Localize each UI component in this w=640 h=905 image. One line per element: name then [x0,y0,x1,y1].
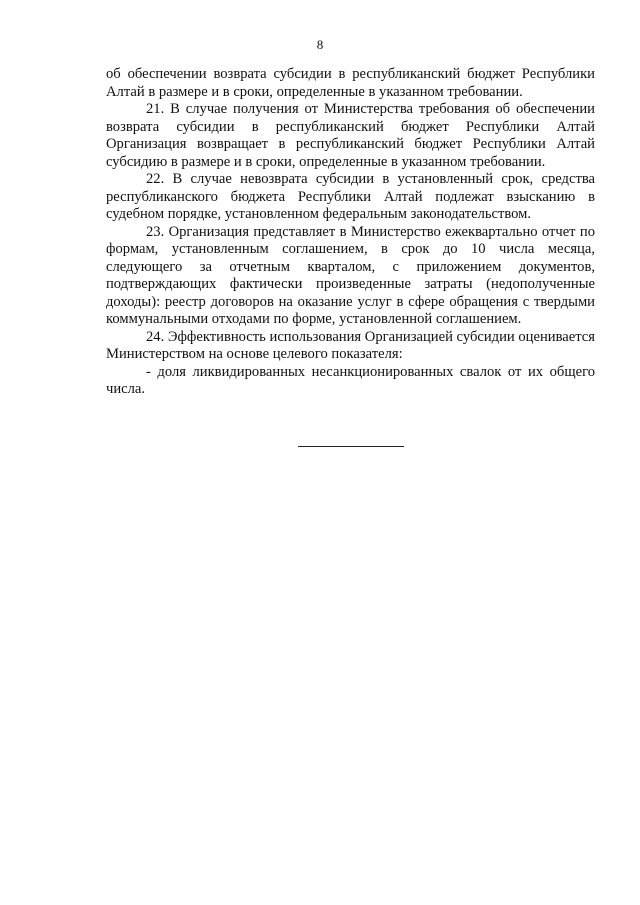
indicator-list-item: - доля ликвидированных несанкционированных свалок от их общего числа. [106,363,595,397]
end-separator-line [298,446,404,447]
document-body [106,66,595,399]
page-number: 8 [316,37,324,52]
paragraph-23: 23. Организация представляет в Министерство ежеквартально отчет по формам, установленным соглашением, в срок до 10 числа месяца, следующего за отчетным кварталом, с приложением документов, подтверждающих фактически произведенные затраты (недополученные доходы): реестр договоров на оказание услуг в сфере обращения с твердыми коммунальными отходами по форме, установленной соглашением. [106,223,595,327]
paragraph-22: 22. В случае невозврата субсидии в установленный срок, средства республиканского бюджета Республики Алтай подлежат взысканию в судебном порядке, установленном федеральным законодательством. [106,171,595,222]
paragraph-24: 24. Эффективность использования Организацией субсидии оценивается Министерством на основе целевого показателя: [106,328,595,362]
paragraph-continuation: об обеспечении возврата субсидии в республиканский бюджет Республики Алтай в размере и в сроки, определенные в указанном требовании. [106,66,595,100]
paragraph-21: 21. В случае получения от Министерства требования об обеспечении возврата субсидии в республиканский бюджет Республики Алтай Организация возвращает в республиканский бюджет Республики Алтай субсидию в размере и в сроки, определенные в указанном требовании. [106,101,595,170]
